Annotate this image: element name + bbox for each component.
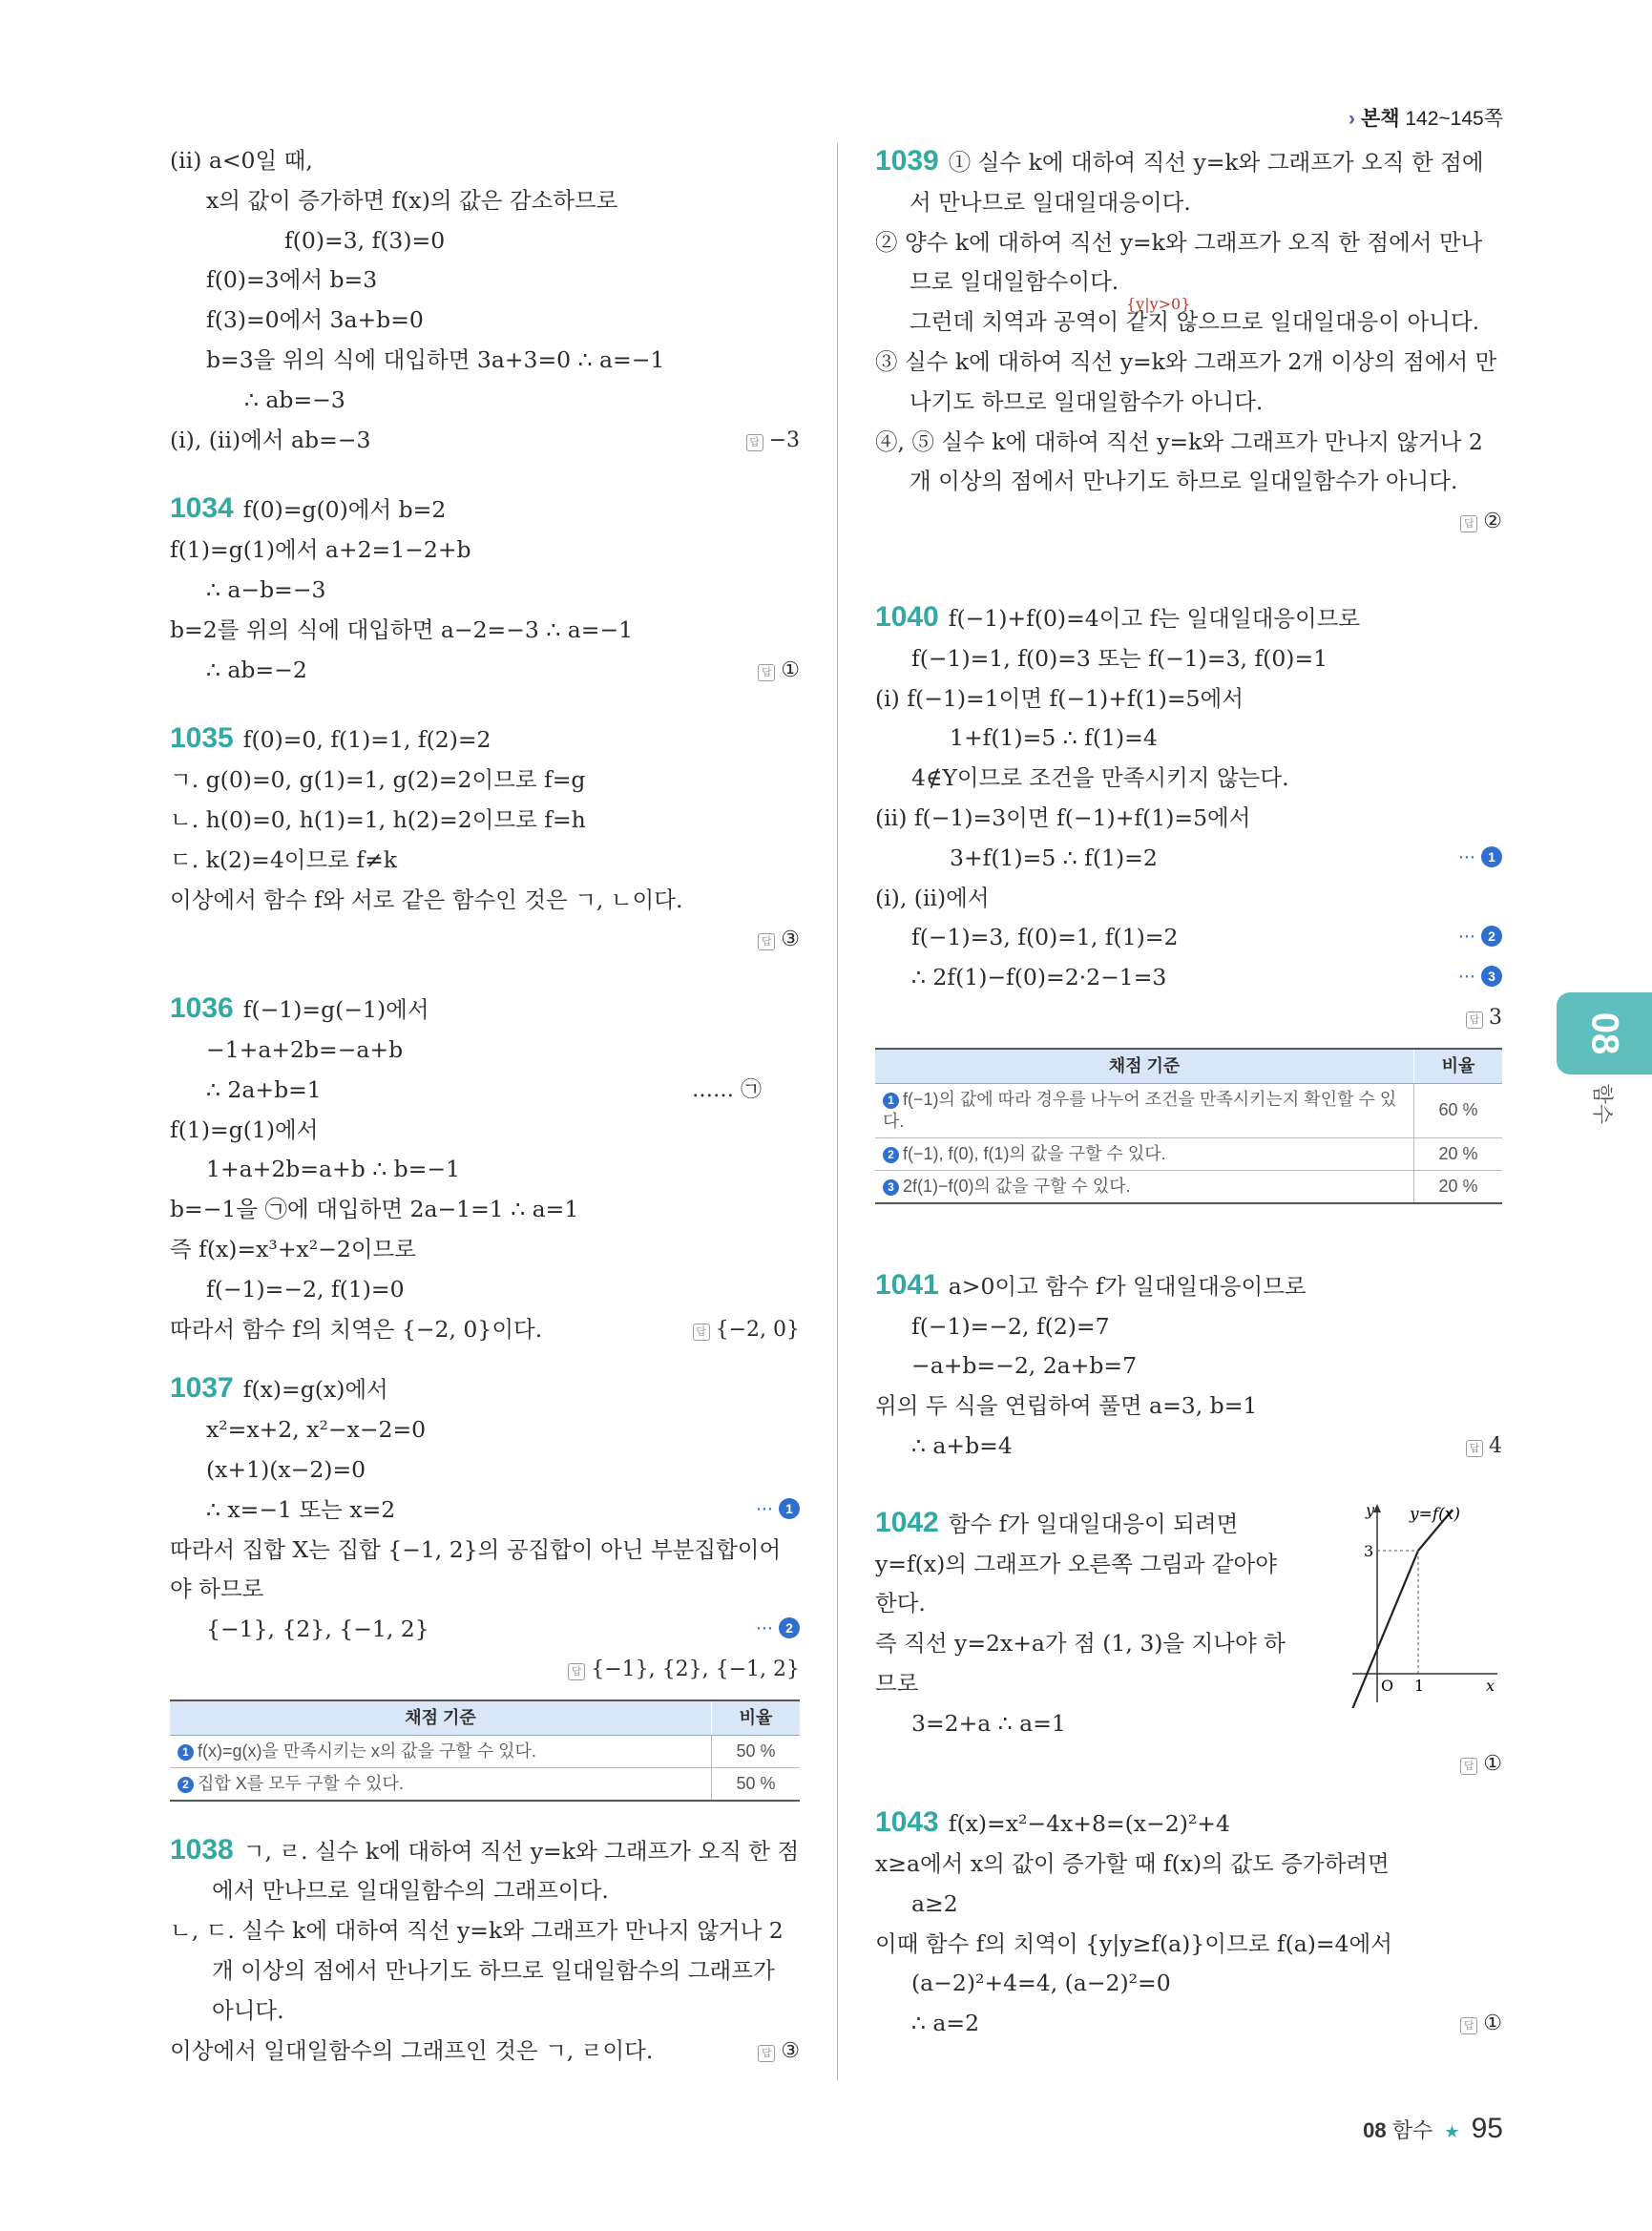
text-line: ③ 실수 k에 대하여 직선 y=k와 그래프가 2개 이상의 점에서 만나기도 하므로 일대일함수가 아니다. (875, 347, 1497, 415)
problem-1036 (170, 989, 800, 1349)
answer (758, 2032, 800, 2072)
right-column (875, 141, 1502, 2044)
table-header: 채점 기준 (170, 1700, 712, 1736)
text-line: b=3을 위의 식에 대입하면 3a+3=0 ∴ a=−1 (206, 345, 665, 373)
text-span: f(−1)=g(−1)에서 (242, 996, 429, 1024)
text-line (875, 1803, 1502, 1845)
problem-number: 1042 (875, 1506, 939, 1538)
check-arrow (1458, 918, 1502, 958)
answer-value: ① (1483, 1751, 1502, 1776)
mark-badge: 3 (883, 1179, 899, 1196)
text-line: ㄷ. k(2)=4이므로 f≠k (170, 845, 398, 873)
text-line: 3=2+a ∴ a=1 (911, 1709, 1066, 1737)
text-line: f(0)=3에서 b=3 (206, 266, 378, 294)
answer-icon: 답 (1460, 1758, 1477, 1775)
text-line: 므로 (875, 1669, 919, 1697)
text-line: x의 값이 증가하면 f(x)의 값은 감소하므로 (206, 186, 618, 214)
answer (1460, 502, 1502, 542)
table-cell (875, 1083, 1414, 1137)
tick-1: 1 (1414, 1676, 1425, 1695)
table-row (170, 1767, 800, 1801)
page-header (1349, 103, 1503, 132)
answer (1460, 1744, 1502, 1784)
check-arrow (1458, 839, 1502, 879)
grading-table (170, 1699, 800, 1802)
text-span: ∴ 2f(1)−f(0)=2·2−1=3 (911, 964, 1167, 991)
answer-icon: 답 (758, 664, 775, 681)
text-line (170, 421, 800, 461)
problem-number: 1038 (170, 1833, 234, 1866)
text-span: f(−1)+f(0)=4이고 f는 일대일대응이므로 (948, 604, 1361, 632)
range-annotation: {y|y>0} (1126, 295, 1191, 313)
text-line: ㄴ. h(0)=0, h(1)=1, h(2)=2이므로 f=h (170, 805, 586, 833)
text-span: 이상에서 일대일함수의 그래프인 것은 ㄱ, ㄹ이다. (170, 2036, 654, 2064)
page-footer (1363, 2113, 1503, 2145)
text-line (875, 1427, 1502, 1467)
text-line: f(0)=3, f(3)=0 (284, 226, 446, 254)
text-line: (ⅰ) f(−1)=1이면 f(−1)+f(1)=5에서 (875, 684, 1244, 712)
text-line (875, 141, 1502, 223)
table-row (875, 1083, 1502, 1137)
answer-icon: 답 (693, 1324, 710, 1341)
problem-number: 1036 (170, 992, 234, 1025)
answer-value: −3 (768, 427, 800, 452)
text-line: (a−2)²+4=4, (a−2)²=0 (911, 1970, 1171, 1997)
text-line (170, 651, 800, 691)
answer-value: ② (1483, 510, 1502, 534)
text-line (170, 1368, 800, 1410)
text-line: f(1)=g(1)에서 a+2=1−2+b (170, 536, 471, 564)
answer-icon: 답 (568, 1663, 585, 1680)
text-line: f(3)=0에서 3a+b=0 (206, 306, 424, 334)
text-line: 4∉Y이므로 조건을 만족시키지 않는다. (911, 764, 1289, 792)
chapter-number: 08 (1583, 1011, 1625, 1055)
problem-number: 1039 (875, 145, 939, 177)
answer (568, 1650, 800, 1690)
check-dots: ··· (1457, 967, 1475, 989)
answer-icon: 답 (1460, 2017, 1477, 2034)
text-span: f(0)=0, f(1)=1, f(2)=2 (242, 726, 491, 754)
check-arrow (756, 1610, 800, 1650)
text-line (170, 1830, 800, 1912)
check-dots: ··· (755, 1498, 773, 1520)
text-span: a>0이고 함수 f가 일대일대응이므로 (948, 1272, 1307, 1300)
text-line: b=−1을 ㉠에 대입하면 2a−1=1 ∴ a=1 (170, 1196, 579, 1223)
fx-label: y=f(x) (1410, 1504, 1460, 1524)
text-line (875, 1265, 1502, 1307)
table-row (170, 1735, 800, 1767)
text-line: ㄱ. g(0)=0, g(1)=1, g(2)=2이므로 f=g (170, 766, 586, 794)
answer-icon: 답 (758, 933, 775, 950)
chapter-side-tab[interactable] (1557, 992, 1652, 1074)
answer-icon: 답 (746, 434, 763, 451)
text-line: (ⅰ), (ⅱ)에서 (875, 884, 990, 911)
graph-line (1350, 1510, 1453, 1708)
answer (746, 421, 800, 461)
problem-number: 1035 (170, 722, 234, 755)
answer (1460, 2004, 1502, 2044)
text-span: f(0)=g(0)에서 b=2 (242, 496, 447, 524)
text-line: 즉 직선 y=2x+a가 점 (1, 3)을 지나야 하 (875, 1630, 1286, 1658)
text-span: ① 실수 k에 대하여 직선 y=k와 그래프가 오직 한 점에서 만나므로 일대일대응이다. (910, 149, 1484, 216)
problem-1040 (875, 597, 1502, 1204)
star-icon: ★ (1444, 2122, 1460, 2141)
problem-number: 1034 (170, 492, 234, 525)
text-line: x≥a에서 x의 값이 증가할 때 f(x)의 값도 증가하려면 (875, 1850, 1390, 1878)
text-line (875, 998, 1502, 1038)
text-line: 1+f(1)=5 ∴ f(1)=4 (950, 724, 1158, 752)
answer-value: ③ (781, 2038, 800, 2063)
answer-icon: 답 (758, 2045, 775, 2062)
table-cell: 50 % (712, 1735, 801, 1767)
text-line: 위의 두 식을 연립하여 풀면 a=3, b=1 (875, 1392, 1258, 1420)
column-divider (837, 143, 838, 2080)
text-line: f(−1)=−2, f(1)=0 (206, 1275, 405, 1303)
footer-chapter: 08 (1363, 2118, 1387, 2142)
y-axis-arrow-icon (1373, 1504, 1381, 1512)
text-line: 즉 f(x)=x³+x²−2이므로 (170, 1235, 416, 1262)
problem-1038 (170, 1830, 800, 2072)
text-line: b=2를 위의 식에 대입하면 a−2=−3 ∴ a=−1 (170, 615, 634, 643)
text-line (170, 489, 800, 531)
tick-3: 3 (1364, 1541, 1374, 1560)
answer (1466, 1427, 1502, 1467)
check-mark-1: 1 (1481, 846, 1502, 867)
problem-1035 (170, 719, 800, 960)
text-line: 따라서 집합 X는 집합 {−1, 2}의 공집합이 아닌 부분집합이어야 하므로 (170, 1535, 782, 1603)
table-header: 비율 (1414, 1049, 1503, 1084)
mark-badge: 2 (883, 1147, 899, 1163)
table-cell: 50 % (712, 1767, 801, 1801)
text-span: ∴ a=2 (911, 2010, 980, 2037)
check-mark-3: 3 (1481, 966, 1502, 987)
text-line (875, 502, 1502, 542)
text-line (875, 1744, 1502, 1784)
answer-value: {−1}, {2}, {−1, 2} (591, 1657, 800, 1681)
mark-badge: 1 (883, 1093, 899, 1109)
text-line (875, 839, 1502, 879)
table-header: 비율 (712, 1700, 801, 1736)
text-line: ㄴ, ㄷ. 실수 k에 대하여 직선 y=k와 그래프가 만나지 않거나 2개 이상의 점에서 만나기도 하므로 일대일함수의 그래프가 아니다. (170, 1917, 784, 2024)
chapter-side-label: 함수 (1590, 1083, 1615, 1125)
text-line: 한다. (875, 1590, 926, 1617)
text-line (875, 918, 1502, 958)
answer-value: ① (781, 657, 800, 682)
page-number: 95 (1471, 2113, 1503, 2144)
text-span: (ⅰ), (ⅱ)에서 ab=−3 (170, 426, 371, 453)
text-line: f(−1)=1, f(0)=3 또는 f(−1)=3, f(0)=1 (911, 644, 1328, 672)
table-cell: 20 % (1414, 1137, 1503, 1170)
text-span: ∴ x=−1 또는 x=2 (206, 1495, 396, 1523)
text-line: f(−1)=−2, f(2)=7 (911, 1312, 1110, 1340)
text-line (170, 2032, 800, 2072)
problem-number: 1041 (875, 1268, 939, 1301)
text-span: 함수 f가 일대일대응이 되려면 (948, 1510, 1239, 1537)
y-label: y (1366, 1500, 1375, 1519)
answer-value: ① (1483, 2012, 1502, 2036)
text-line (170, 920, 800, 960)
answer (1466, 998, 1502, 1038)
table-cell (875, 1137, 1414, 1170)
check-mark-2: 2 (779, 1617, 800, 1638)
check-mark-2: 2 (1481, 926, 1502, 947)
criterion-text: 집합 X를 모두 구할 수 있다. (198, 1773, 404, 1793)
text-span: f(x)=x²−4x+8=(x−2)²+4 (948, 1810, 1230, 1838)
text-line: −1+a+2b=−a+b (206, 1035, 404, 1063)
text-line (170, 1310, 800, 1350)
text-line: a≥2 (911, 1889, 958, 1917)
text-line (170, 1071, 800, 1111)
grading-table (875, 1048, 1502, 1204)
text-span: f(x)=g(x)에서 (242, 1376, 388, 1404)
text-line (170, 1610, 800, 1650)
table-cell (170, 1767, 712, 1801)
text-span: ∴ 2a+b=1 (206, 1075, 322, 1103)
check-arrow (1458, 958, 1502, 998)
check-arrow (756, 1491, 800, 1531)
text-line: ∴ ab=−3 (244, 386, 345, 413)
check-dots: ··· (755, 1618, 773, 1640)
function-graph (1343, 1498, 1505, 1708)
criterion-text: f(x)=g(x)을 만족시키는 x의 값을 구할 수 있다. (198, 1741, 536, 1761)
problem-cont (170, 141, 800, 460)
answer-value: ③ (781, 928, 800, 952)
text-span: ∴ ab=−2 (206, 656, 307, 683)
table-cell: 20 % (1414, 1170, 1503, 1203)
text-span: ∴ a+b=4 (911, 1431, 1013, 1459)
answer (693, 1310, 800, 1350)
answer (758, 651, 800, 691)
text-line: 1+a+2b=a+b ∴ b=−1 (206, 1156, 461, 1183)
text-line: (ⅱ) f(−1)=3이면 f(−1)+f(1)=5에서 (875, 803, 1251, 831)
text-span: 3+f(1)=5 ∴ f(1)=2 (950, 844, 1158, 871)
text-line: x²=x+2, x²−x−2=0 (206, 1416, 427, 1444)
text-line (170, 1491, 800, 1531)
answer-icon: 답 (1466, 1011, 1483, 1029)
answer-value: 4 (1489, 1433, 1502, 1458)
table-cell (875, 1170, 1414, 1203)
answer (758, 920, 800, 960)
problem-1042 (875, 1500, 1502, 1784)
check-dots: ··· (1457, 846, 1475, 868)
problem-number: 1043 (875, 1806, 939, 1839)
check-mark-1: 1 (779, 1498, 800, 1519)
text-line: f(1)=g(1)에서 (170, 1116, 319, 1143)
table-row (875, 1170, 1502, 1203)
origin-label: O (1381, 1676, 1394, 1695)
problem-1034 (170, 489, 800, 690)
text-line: (x+1)(x−2)=0 (206, 1455, 366, 1483)
text-span: ㄱ, ㄹ. 실수 k에 대하여 직선 y=k와 그래프가 오직 한 점에서 만나므로 일대일함수의 그래프이다. (212, 1837, 800, 1905)
table-header: 채점 기준 (875, 1049, 1414, 1084)
answer-value: 3 (1489, 1005, 1502, 1030)
criterion-text: f(−1), f(0), f(1)의 값을 구할 수 있다. (903, 1143, 1166, 1163)
table-cell: 60 % (1414, 1083, 1503, 1137)
answer-value: {−2, 0} (715, 1317, 800, 1342)
text-span: 따라서 함수 f의 치역은 {−2, 0}이다. (170, 1315, 543, 1343)
answer-icon: 답 (1460, 515, 1477, 532)
problem-1041 (875, 1265, 1502, 1467)
text-line: ∴ a−b=−3 (206, 575, 326, 603)
problem-1037 (170, 1368, 800, 1801)
text-line: ② 양수 k에 대하여 직선 y=k와 그래프가 오직 한 점에서 만나므로 일대일함수이다. (875, 228, 1483, 296)
problem-1043 (875, 1803, 1502, 2044)
text-line: (ⅱ) a<0일 때, (170, 147, 313, 174)
mark-badge: 2 (178, 1777, 194, 1793)
criterion-text: 2f(1)−f(0)의 값을 구할 수 있다. (903, 1176, 1131, 1196)
problem-number: 1037 (170, 1372, 234, 1405)
mark-badge: 1 (178, 1744, 194, 1761)
text-line: ④, ⑤ 실수 k에 대하여 직선 y=k와 그래프가 만나지 않거나 2개 이상의 점에서 만나기도 하므로 일대일함수가 아니다. (875, 427, 1483, 495)
equation-marker: …… ㉠ (692, 1077, 762, 1102)
text-line (170, 1650, 800, 1690)
table-cell (170, 1735, 712, 1767)
text-line (875, 2004, 1502, 2044)
text-line: 그런데 치역과 공역이 같지 않으므로 일대일대응이 아니다. (910, 308, 1480, 336)
problem-1039 (875, 141, 1502, 542)
text-line (875, 597, 1502, 639)
text-span: {−1}, {2}, {−1, 2} (206, 1616, 429, 1643)
left-column (170, 141, 800, 2071)
text-line (170, 719, 800, 761)
criterion-text: f(−1)의 값에 따라 경우를 나누어 조건을 만족시키는지 확인할 수 있다. (883, 1089, 1397, 1131)
text-span: f(−1)=3, f(0)=1, f(1)=2 (911, 924, 1179, 951)
table-row (875, 1137, 1502, 1170)
header-prefix: 본책 (1360, 108, 1400, 130)
problem-number: 1040 (875, 600, 939, 633)
x-label: x (1486, 1676, 1495, 1695)
text-line: 이상에서 함수 f와 서로 같은 함수인 것은 ㄱ, ㄴ이다. (170, 886, 683, 913)
text-line: 이때 함수 f의 치역이 {y|y≥f(a)}이므로 f(a)=4에서 (875, 1929, 1392, 1957)
footer-title: 함수 (1391, 2118, 1433, 2142)
answer-icon: 답 (1466, 1440, 1483, 1457)
check-dots: ··· (1457, 927, 1475, 949)
text-line: −a+b=−2, 2a+b=7 (911, 1352, 1138, 1380)
text-line (170, 989, 800, 1031)
header-pages: 142~145쪽 (1405, 108, 1503, 130)
header-arrow-icon: › (1348, 108, 1355, 130)
text-line: y=f(x)의 그래프가 오른쪽 그림과 같아야 (875, 1550, 1277, 1577)
text-line (875, 958, 1502, 998)
